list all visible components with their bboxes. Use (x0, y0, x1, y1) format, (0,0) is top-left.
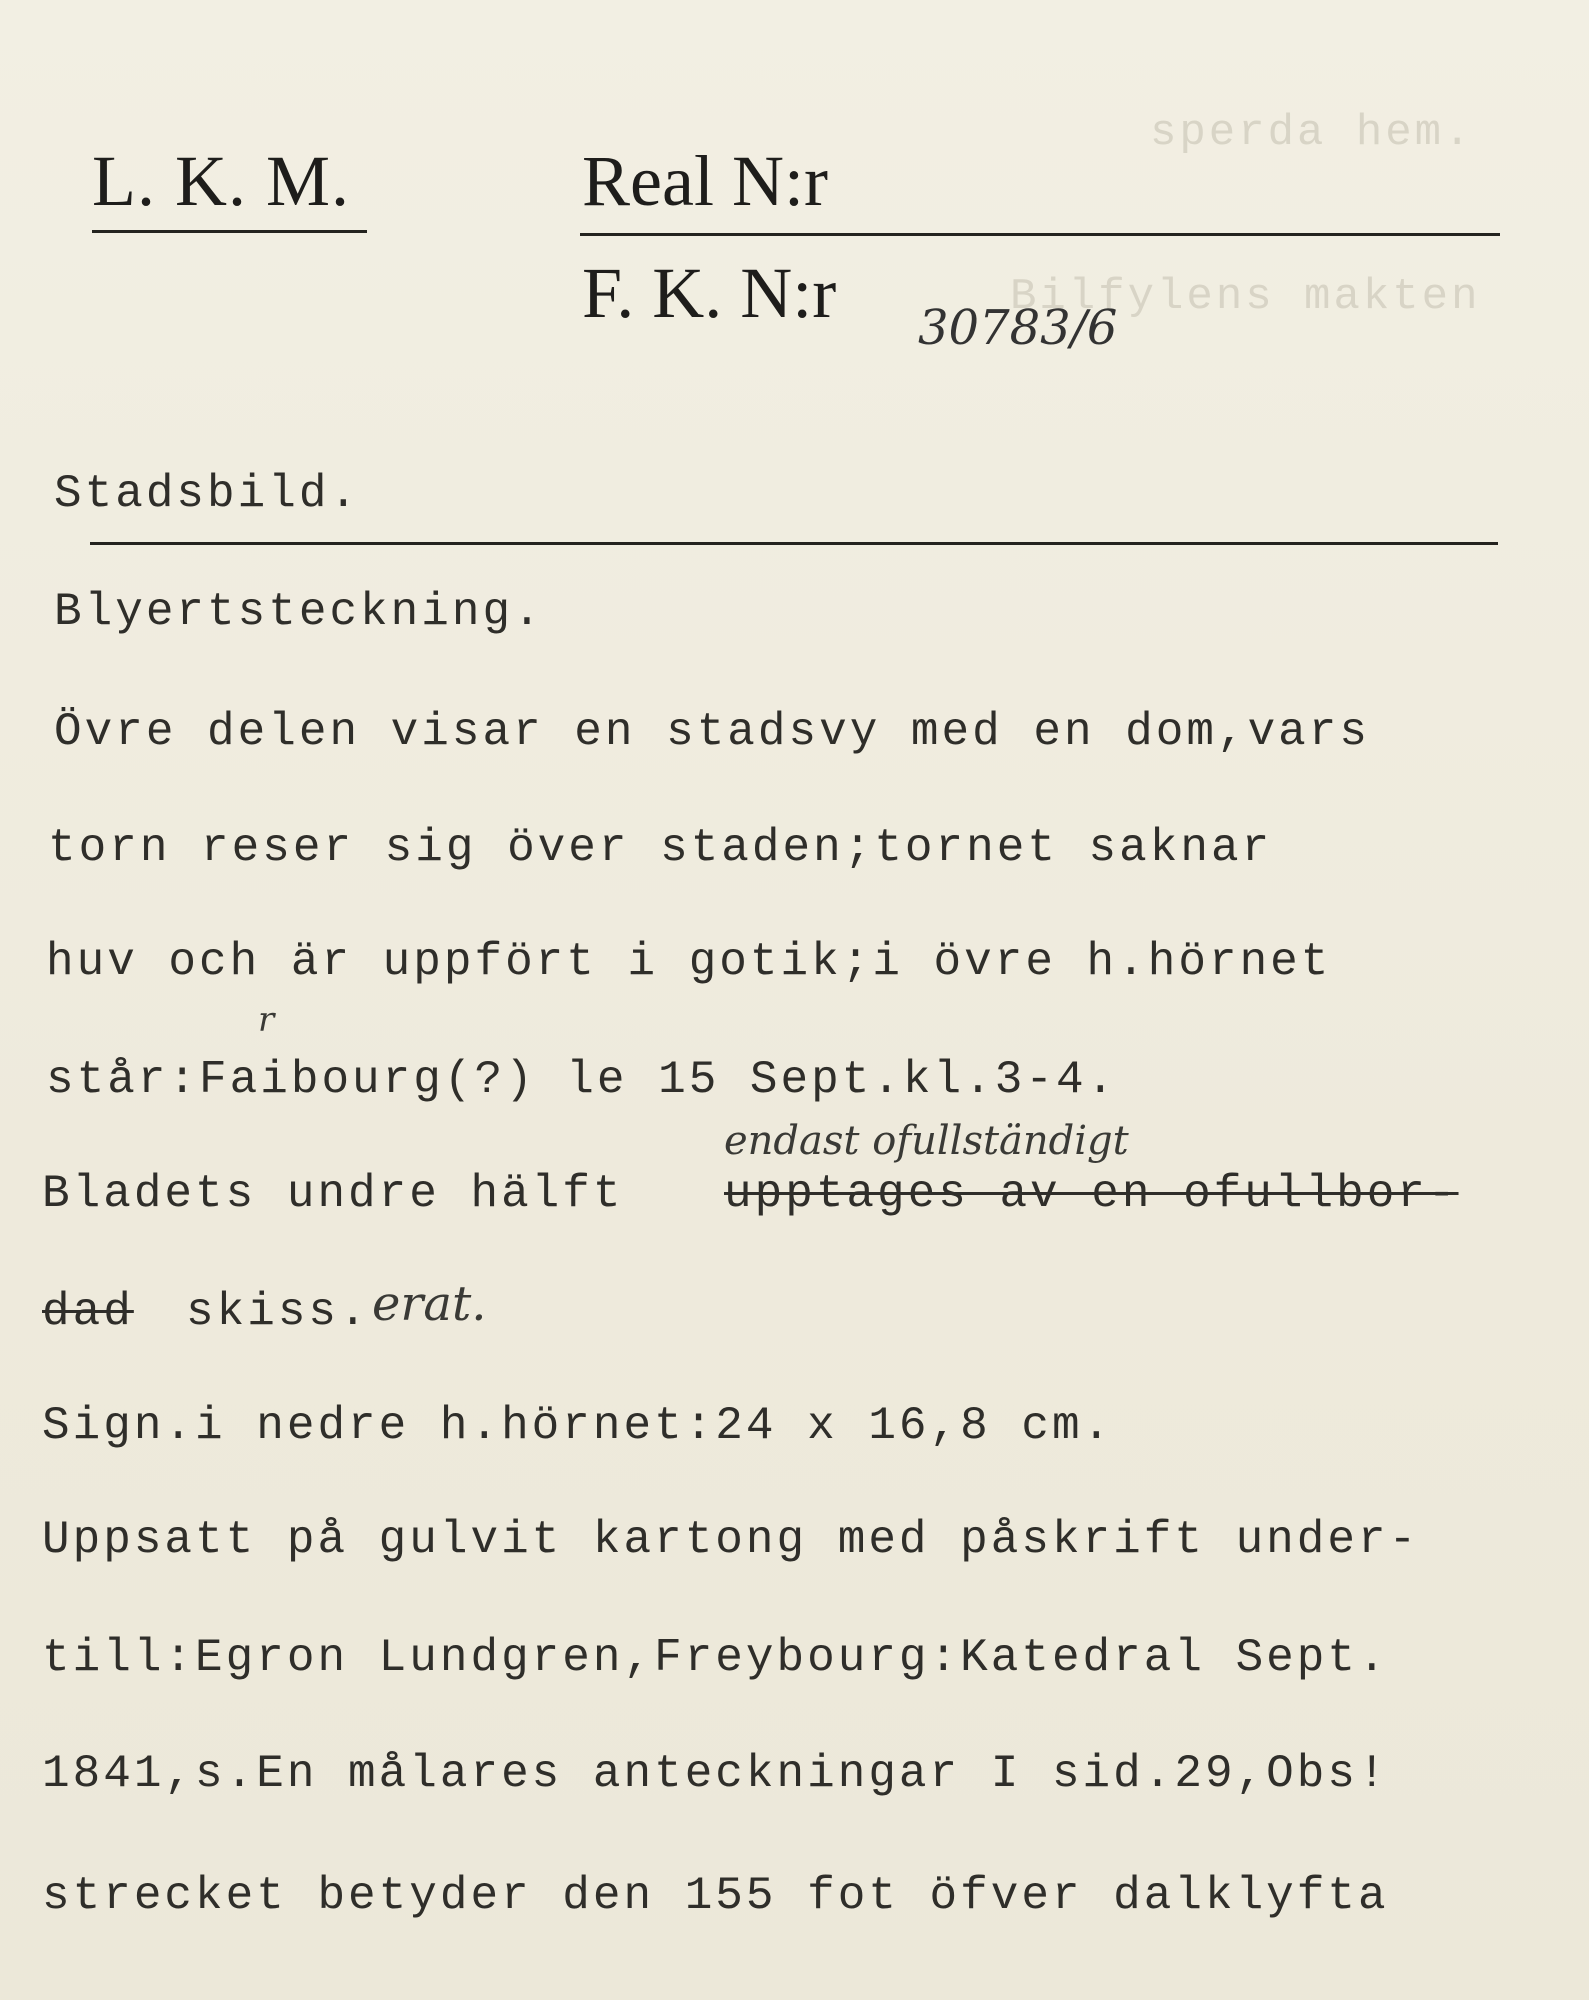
text-line: strecket betyder den 155 fot öfver dalklyfta (42, 1870, 1389, 1922)
text-line: 1841,s.En målares anteckningar I sid.29,Obs! (42, 1748, 1389, 1800)
bleed-through-text: Bilfylens makten (1010, 272, 1481, 322)
text-line: står:Faibourg(?) le 15 Sept.kl.3-4. (46, 1054, 1118, 1106)
text-line: Uppsatt på gulvit kartong med påskrift under- (42, 1514, 1420, 1566)
real-number-label: Real N:r (582, 141, 828, 221)
text-line: Övre delen visar en stadsvy med en dom,vars (54, 706, 1370, 758)
fk-number-value: 30783/6 (918, 300, 1118, 356)
struck-text: dad (42, 1286, 134, 1338)
real-number-line (580, 233, 1500, 236)
bleed-through-text: sperda hem. (1150, 108, 1474, 158)
text-line: till:Egron Lundgren,Freybourg:Katedral Sept. (42, 1632, 1389, 1684)
card-title: Stadsbild. (54, 468, 361, 520)
correction-mark: r (258, 1000, 275, 1040)
struck-text: upptages av en ofullbor- (724, 1168, 1459, 1220)
handwritten-insert: endast ofullständigt (724, 1118, 1129, 1164)
text-line: skiss. (186, 1286, 370, 1338)
text-line: Bladets undre hälft (42, 1168, 624, 1220)
text-line: huv och är uppfört i gotik;i övre h.hörnet (46, 936, 1332, 988)
text-line: torn reser sig över staden;tornet saknar (48, 822, 1273, 874)
title-rule (90, 542, 1498, 545)
text-line: Blyertsteckning. (54, 586, 544, 638)
org-underline (92, 230, 367, 233)
text-line: Sign.i nedre h.hörnet:24 x 16,8 cm. (42, 1400, 1114, 1452)
org-label: L. K. M. (92, 141, 350, 221)
handwritten-suffix: erat. (372, 1276, 487, 1332)
fk-number-label: F. K. N:r (582, 253, 837, 333)
